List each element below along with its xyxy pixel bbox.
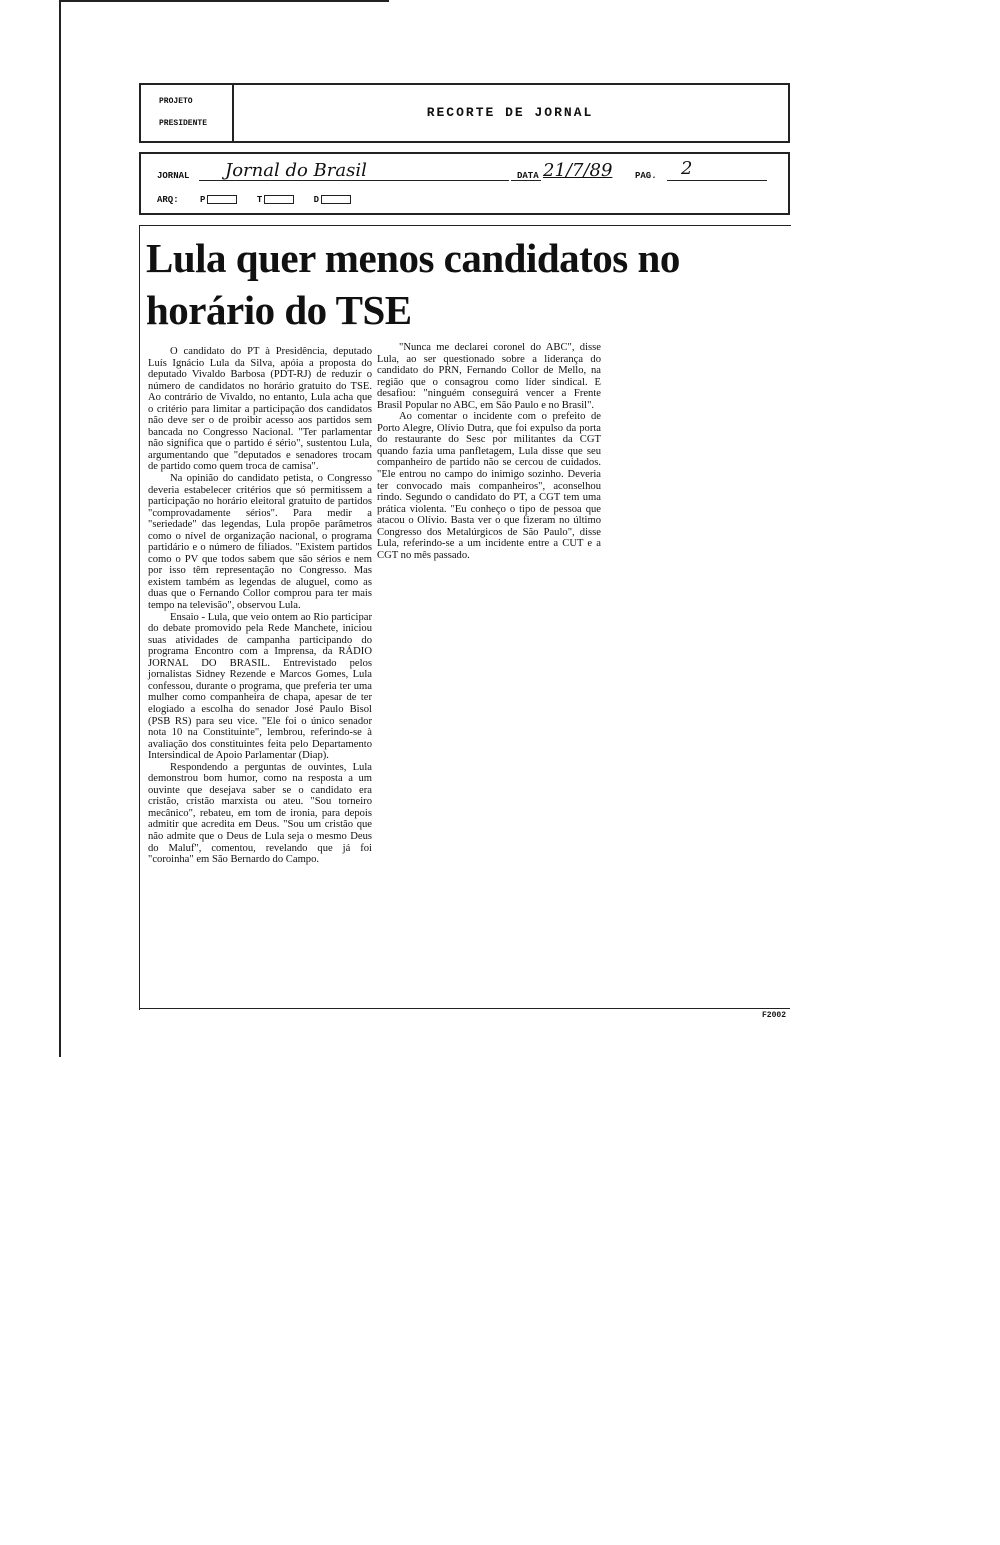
article-column-1 [148, 346, 372, 866]
d-box [321, 195, 351, 204]
p-label: P [200, 195, 206, 205]
paragraph: Na opinião do candidato petista, o Congresso deveria estabelecer critérios que só permitissem a participação no horário eleitoral gratuito de partidos "comprovadamente sérios". Para medir a "seriedade" das legendas, Lula propõe parâmetros como o nível de organização nacional, o programa partidário e o número de filiados. "Existem partidos como o PV que todos sabem que são sérios e nem por isso têm representação no Congresso. Mas existem também as legendas de aluguel, como as duas que o Fernando Collor comprou para ter mais tempo na televisão", observou Lula. [148, 473, 372, 612]
paragraph: Respondendo a perguntas de ouvintes, Lula demonstrou bom humor, como na resposta a um ouvinte que desejava saber se o candidato era cristão, cristão marxista ou ateu. "Sou torneiro mecânico", rebateu, em tom de ironia, para depois admitir que acredita em Deus. "Sou um cristão que não admite que o Deus de Lula seja o mesmo Deus do Maluf", comentou, revelando que já foi "coroinha" em São Bernardo do Campo. [148, 761, 372, 866]
article-column-2 [377, 342, 601, 561]
scan-border-top [59, 0, 389, 2]
clipping-header-box [139, 83, 790, 143]
archive-code: F2002 [762, 1011, 787, 1020]
article-border-bottom [140, 1008, 790, 1009]
pag-label: PAG. [635, 171, 657, 181]
clipping-info-box [139, 152, 790, 215]
t-box [264, 195, 294, 204]
paragraph: O candidato do PT à Presidência, deputado Luís Ignácio Lula da Silva, apóia a proposta do deputado Vivaldo Barbosa (PDT-RJ) de reduzir o número de candidatos no horário gratuito do TSE. Ao contrário de Vivaldo, no entanto, Lula acha que o critério para limitar a participação dos candidatos não deve ser o de proibir acesso aos partidos sem bancada no Congresso Nacional. "Ter parlamentar não significa que o partido é sério", sustentou Lula, argumentando que "deputados e senadores trocam de partido como quem troca de camisa". [148, 346, 372, 473]
article-border-top [139, 225, 791, 226]
project-cell [141, 85, 234, 141]
article-headline: Lula quer menos candidatos no horário do TSE [146, 235, 680, 333]
jornal-label: JORNAL [157, 171, 190, 181]
arq-label: ARQ: [157, 195, 179, 205]
form-title: RECORTE DE JORNAL [426, 105, 594, 120]
project-name: PRESIDENTE [159, 119, 208, 128]
paragraph: Ensaio - Lula, que veio ontem ao Rio participar do debate promovido pela Rede Manchete, iniciou suas atividades de campanha participando do programa Encontro com a Imprensa, da RÁDIO JORNAL DO BRASIL. Entrevistado pelos jornalistas Sidney Rezende e Marcos Gomes, Lula confessou, durante o programa, que preferia ter uma mulher como companheira de chapa, apesar de ter elogiado a escolha do senador José Paulo Bisol (PSB RS) para seu vice. "Ele foi o único senador nota 10 na Constituinte", lembrou, referindo-se à avaliação dos constituintes feita pelo Departamento Intersindical de Apoio Parlamentar (Diap). [148, 611, 372, 762]
pag-value: 2 [681, 158, 693, 179]
d-label: D [313, 195, 320, 205]
article-border-left [139, 225, 140, 1010]
data-label: DATA [517, 171, 539, 181]
data-value: 21/7/89 [543, 160, 613, 181]
t-label: T [256, 195, 263, 205]
project-label: PROJETO [159, 97, 193, 106]
scan-border-left [59, 0, 61, 1057]
p-box [207, 195, 237, 204]
paragraph: "Nunca me declarei coronel do ABC", disse Lula, ao ser questionado sobre a liderança do candidato do PRN, Fernando Collor de Mello, na região que o consagrou como líder sindical. E desafiou: "ninguém conseguirá vencer a Frente Brasil Popular no ABC, em São Paulo e no Brasil". [377, 342, 601, 411]
paragraph: Ao comentar o incidente com o prefeito de Porto Alegre, Olívio Dutra, que foi expulso da porta do restaurante do Sesc por militantes da CGT quando fazia uma panfletagem, Lula disse que seu companheiro de partido não se cercou de cuidados. "Ele entrou no campo do inimigo sozinho. Deveria ter convocado mais companheiros", aconselhou rindo. Segundo o candidato do PT, a CGT tem uma prática violenta. "Eu conheço o tipo de pessoa que atacou o Olívio. Basta ver o que fizeram no último Congresso dos Metalúrgicos de São Paulo", disse Lula, referindo-se a um incidente entre a CUT e a CGT no mês passado. [377, 411, 601, 561]
jornal-value: Jornal do Brasil [225, 160, 367, 181]
